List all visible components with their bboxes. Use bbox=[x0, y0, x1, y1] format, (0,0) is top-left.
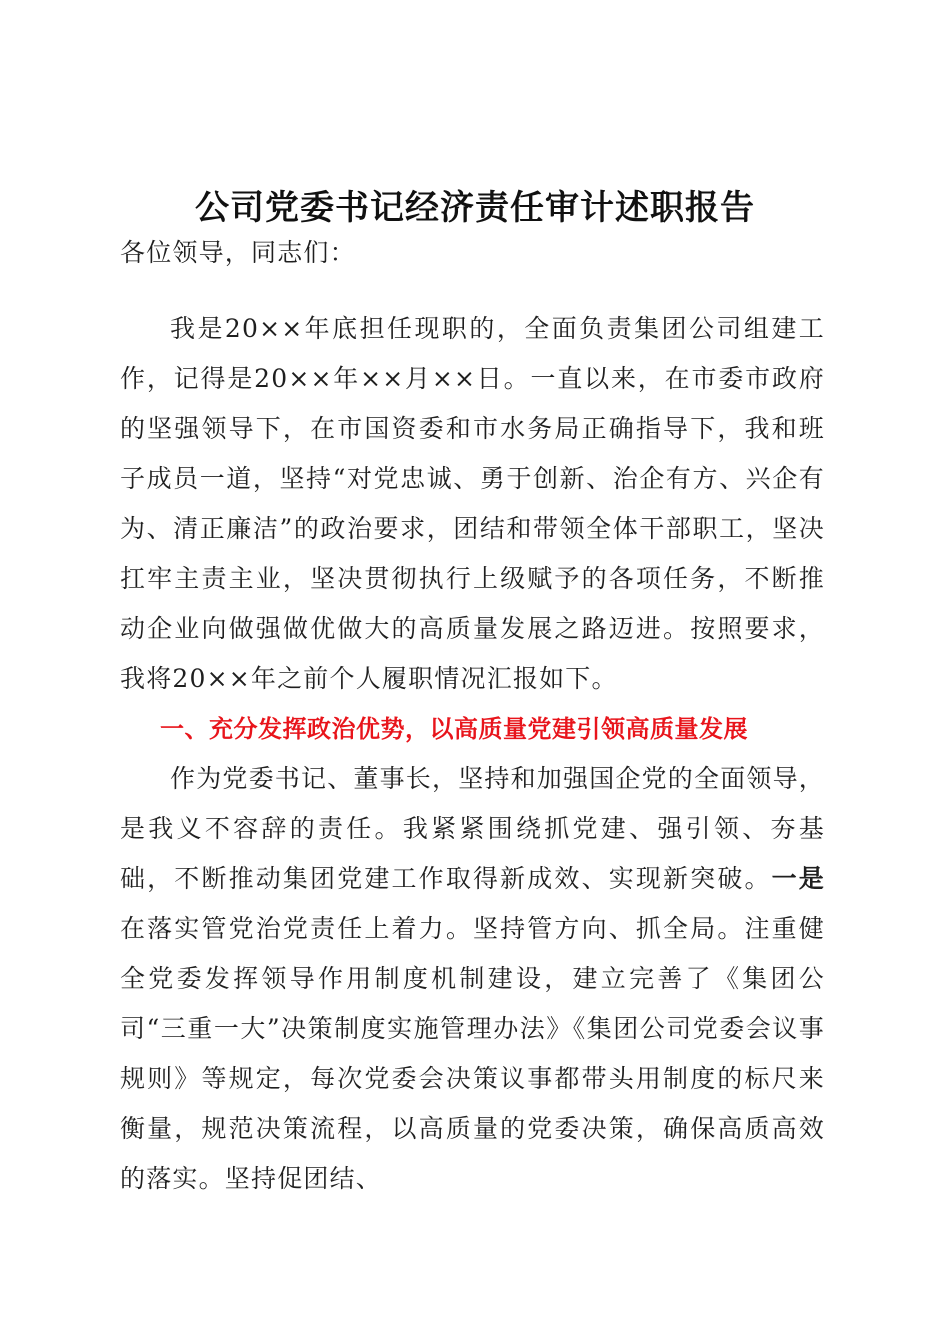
section-heading-1: 一、充分发挥政治优势，以高质量党建引领高质量发展 bbox=[160, 715, 748, 743]
body-paragraph-1: 我是20××年底担任现职的，全面负责集团公司组建工作，记得是20××年××月××日。一直以来，在市委市政府的坚强领导下，在市国资委和市水务局正确指导下，我和班子成员一道，坚持“对党忠诚、勇于创新、治企有方、兴企有为、清正廉洁”的政治要求，团结和带领全体干部职工，坚决扛牢主责主业，坚决贯彻执行上级赋予的各项任务，不断推动企业向做强做优做大的高质量发展之路迈进。按照要求，我将20××年之前个人履职情况汇报如下。 bbox=[120, 314, 825, 693]
paragraph-2-text-b: 在落实管党治党责任上着力。坚持管方向、抓全局。注重健全党委发挥领导作用制度机制建设，建立完善了《集团公司“三重一大”决策制度实施管理办法》《集团公司党委会议事规则》等规定，每次党委会决策议事都带头用制度的标尺来衡量，规范决策流程，以高质量的党委决策，确保高质高效的落实。坚持促团结、 bbox=[120, 914, 825, 1193]
salutation: 各位领导，同志们： bbox=[120, 238, 356, 267]
body-paragraph-2 bbox=[120, 754, 825, 1204]
document-title: 公司党委书记经济责任审计述职报告 bbox=[195, 188, 755, 228]
paragraph-2-text-a: 作为党委书记、董事长，坚持和加强国企党的全面领导，是我义不容辞的责任。我紧紧围绕抓党建、强引领、夯基础，不断推动集团党建工作取得新成效、实现新突破。 bbox=[120, 764, 826, 893]
paragraph-2-bold-lead: 一是 bbox=[771, 864, 825, 893]
